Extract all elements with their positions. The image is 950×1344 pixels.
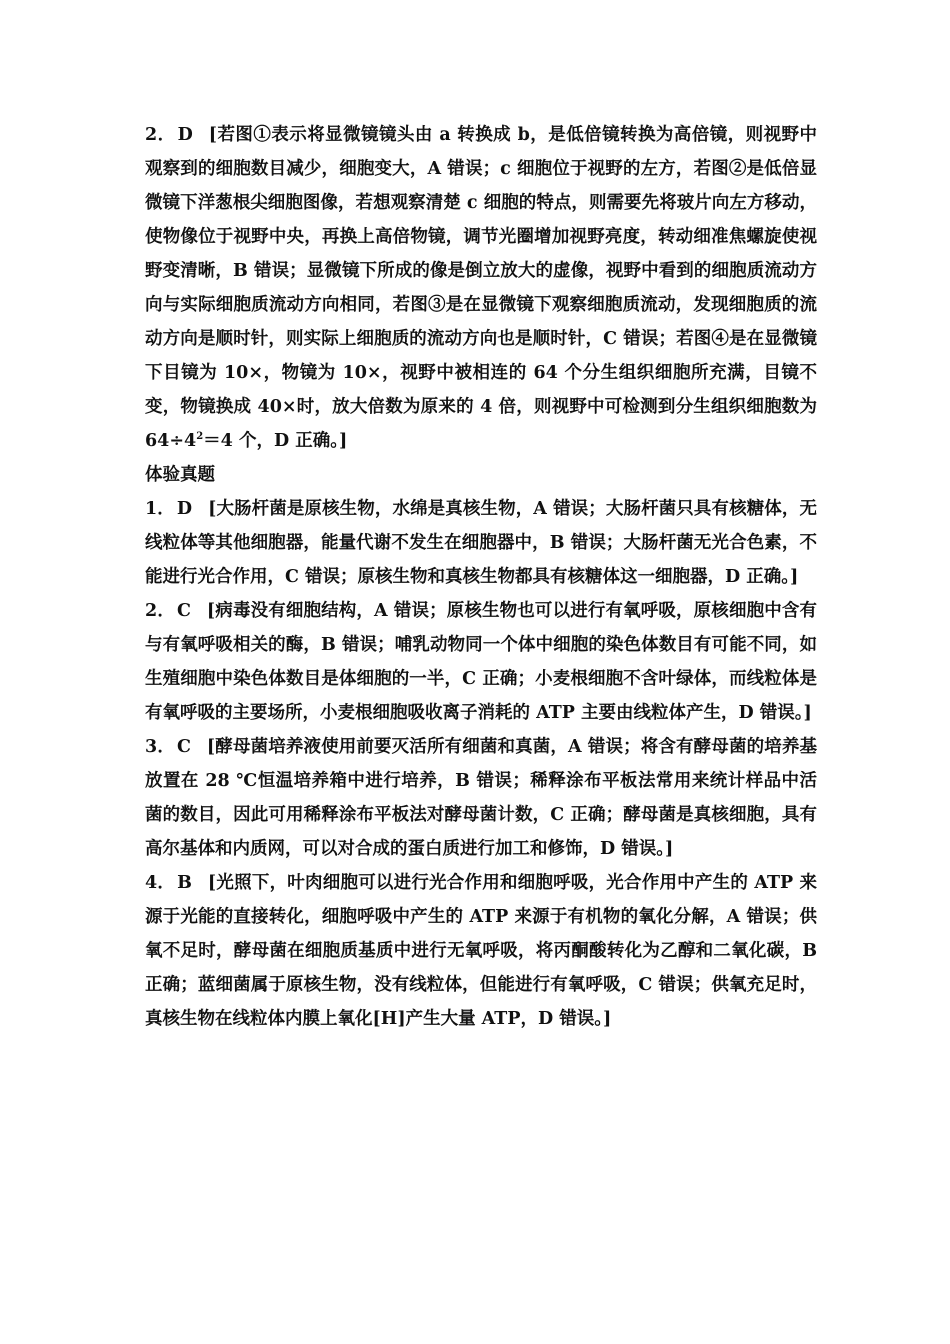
answer-choice: C xyxy=(176,601,191,621)
answer-choice: D xyxy=(176,499,193,519)
answer-number: 1． xyxy=(145,499,175,519)
answer-explanation: [若图①表示将显微镜镜头由 a 转换成 b，是低倍镜转换为高倍镜，则视野中观察到的细胞数目减少，细胞变大，A 错误；c 细胞位于视野的左方，若图②是低倍显微镜下洋葱根尖细胞图像，若想观察清楚 c 细胞的特点，则需要先将玻片向左方移动，使物像位于视野中央，再换上高倍物镜，调节光圈增加视野亮度，转动细准焦螺旋使视野变清晰，B 错误；显微镜下所成的像是倒立放大的虚像，视野中看到的细胞质流动方向与实际细胞质流动方向相同，若图③是在显微镜下观察细胞质流动，发现细胞质的流动方向是顺时针，则实际上细胞质的流动方向也是顺时针，C 错误；若图④是在显微镜下目镜为 10×，物镜为 10×，视野中被相连的 64 个分生组织细胞所充满，目镜不变，物镜换成 40×时，放大倍数为原来的 4 倍，则视野中可检测到分生组织细胞数为 64÷4 xyxy=(145,125,817,451)
answer-item xyxy=(145,492,817,594)
answer-number: 2． xyxy=(145,125,176,145)
answer-choice: C xyxy=(176,737,191,757)
answer-explanation: [大肠杆菌是原核生物，水绵是真核生物，A 错误；大肠杆菌只具有核糖体，无线粒体等其他细胞器，能量代谢不发生在细胞器中，B 错误；大肠杆菌无光合色素，不能进行光合作用，C 错误；原核生物和真核生物都具有核糖体这一细胞器，D 正确。] xyxy=(145,499,817,587)
answer-item xyxy=(145,730,817,866)
answer-number: 4． xyxy=(145,873,176,893)
answer-item xyxy=(145,866,817,1036)
answer-item xyxy=(145,594,817,730)
answer-explanation: [病毒没有细胞结构，A 错误；原核生物也可以进行有氧呼吸，原核细胞中含有与有氧呼吸相关的酶，B 错误；哺乳动物同一个体中细胞的染色体数目有可能不同，如生殖细胞中染色体数目是体细胞的一半，C 正确；小麦根细胞不含叶绿体，而线粒体是有氧呼吸的主要场所，小麦根细胞吸收离子消耗的 ATP 主要由线粒体产生，D 错误。] xyxy=(145,601,817,723)
answer-explanation: [酵母菌培养液使用前要灭活所有细菌和真菌，A 错误；将含有酵母菌的培养基放置在 28 ℃恒温培养箱中进行培养，B 错误；稀释涂布平板法常用来统计样品中活菌的数目，因此可用稀释涂布平板法对酵母菌计数，C 正确；酵母菌是真核细胞，具有高尔基体和内质网，可以对合成的蛋白质进行加工和修饰，D 错误。] xyxy=(145,737,817,859)
answer-number: 2． xyxy=(145,601,175,621)
answer-explanation: [光照下，叶肉细胞可以进行光合作用和细胞呼吸，光合作用中产生的 ATP 来源于光能的直接转化，细胞呼吸中产生的 ATP 来源于有机物的氧化分解，A 错误；供氧不足时，酵母菌在细胞质基质中进行无氧呼吸，将丙酮酸转化为乙醇和二氧化碳，B 正确；蓝细菌属于原核生物，没有线粒体，但能进行有氧呼吸，C 错误；供氧充足时，真核生物在线粒体内膜上氧化[H]产生大量 ATP，D 错误。] xyxy=(145,873,817,1029)
previous-answer-item xyxy=(145,118,817,458)
answer-choice: D xyxy=(177,125,193,145)
answer-explanation-end: ＝4 个，D 正确。] xyxy=(203,431,348,451)
section-title: 体验真题 xyxy=(145,465,215,485)
answer-choice: B xyxy=(177,873,192,893)
answer-number: 3． xyxy=(145,737,175,757)
answer-document xyxy=(145,118,817,1036)
exponent: 2 xyxy=(196,431,204,443)
